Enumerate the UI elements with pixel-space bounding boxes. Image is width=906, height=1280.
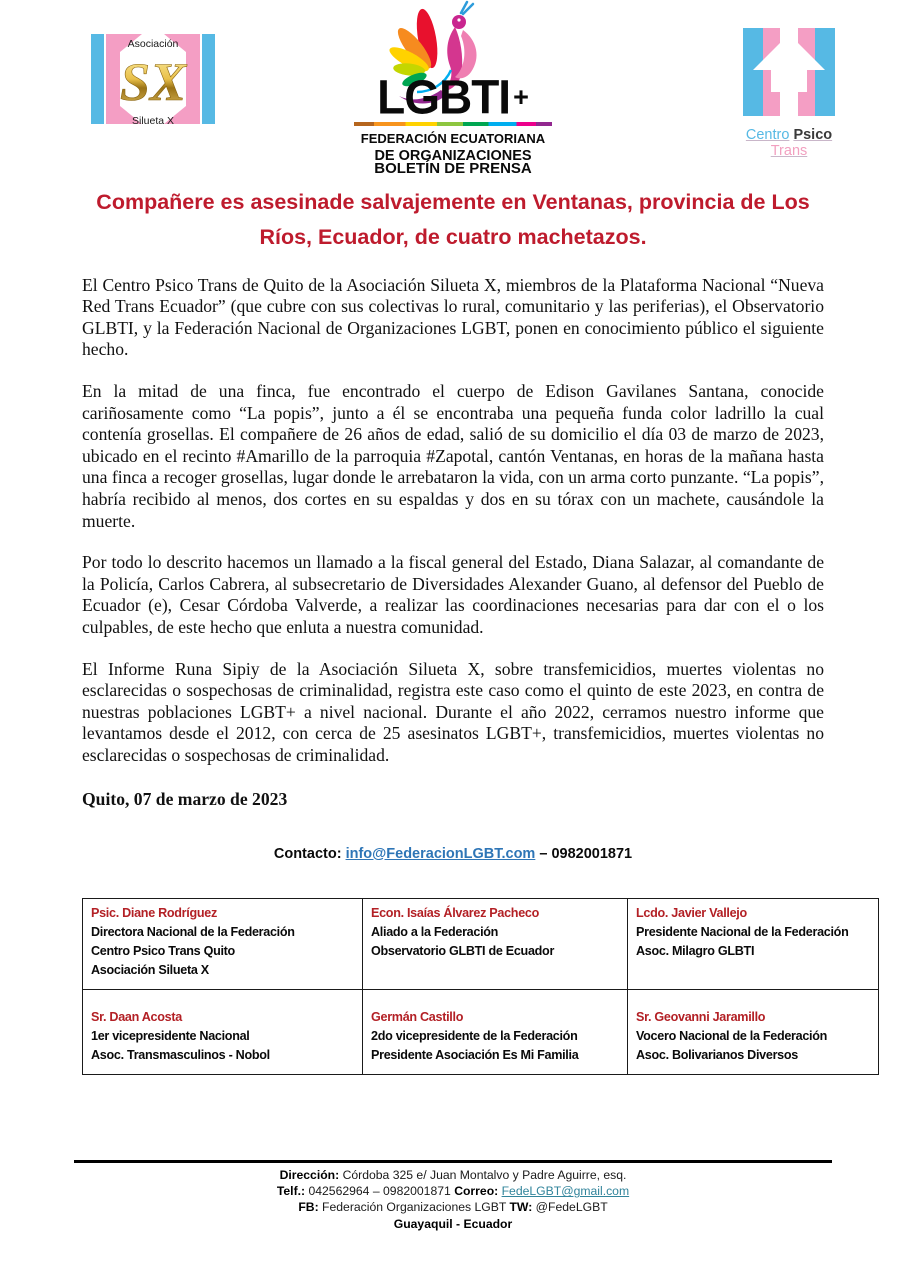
signatories-table <box>82 898 879 1075</box>
centro-psico-trans-logo <box>730 26 848 159</box>
svg-text:SX: SX <box>119 52 187 112</box>
svg-text:Silueta X: Silueta X <box>131 115 175 127</box>
paragraph-intro: El Centro Psico Trans de Quito de la Asociación Silueta X, miembros de la Plataforma Nacional “Nueva Red Trans Ecuador” (que cubre con sus colectivas lo rural, comunitario y las periferias), el Observatorio GLBTI, y la Federación Nacional de Organizaciones LGBT, ponen en conocimiento público el siguiente hecho. <box>82 274 824 360</box>
signatory-name: Lcdo. Javier Vallejo <box>636 905 747 920</box>
table-row <box>83 898 879 989</box>
cpt-word-trans: Trans <box>770 143 808 159</box>
bulletin-label: BOLETÍN DE PRENSA <box>374 160 532 177</box>
paragraph-hecho: En la mitad de una finca, fue encontrado el cuerpo de Edison Gavilanes Santana, conocide cariñosamente como “La popis”, junto a él se encontraba una pequeña funda color ladrillo la cual contenía grosellas. El compañere de 26 años de edad, salió de su domicilio el día 03 de marzo de 2023, ubicado en el recinto #Amarillo de la parroquia #Zapotal, cantón Ventanas, en horas de la mañana hasta una finca a recoger grosellas, lugar donde le arrebataron la vida, con un arma corto punzante. “La popis”, habría recibido al menos, dos cortes en su espaldas y dos en su tórax con un machete, causándole la muerte. <box>82 381 824 531</box>
headline: Compañere es asesinade salvajemente en Ventanas, provincia de Los Ríos, Ecuador, de cuatro machetazos. <box>96 190 810 249</box>
signatory-role: Asoc. Bolivarianos Diversos <box>636 1047 798 1062</box>
footer-contact-line <box>74 1183 832 1199</box>
footer-address-line <box>74 1167 832 1183</box>
body-column <box>82 274 849 1075</box>
signatory-cell <box>628 898 879 989</box>
signatory-cell <box>83 898 363 989</box>
signatory-name: Germán Castillo <box>371 1009 464 1024</box>
plus-sign: + <box>513 81 529 112</box>
federacion-lgbti-logo <box>328 0 578 164</box>
signatory-cell <box>363 898 628 989</box>
footer <box>74 1160 832 1232</box>
footer-tel-label: Telf.: <box>276 1184 309 1199</box>
footer-email-link[interactable]: FedeLGBT@gmail.com <box>501 1184 630 1199</box>
footer-city: Guayaquil - Ecuador <box>393 1216 513 1231</box>
federacion-acronym-row <box>377 70 529 124</box>
signatory-role: 2do vicepresidente de la Federación <box>371 1028 578 1043</box>
footer-fb: Federación Organizaciones LGBT <box>322 1200 510 1215</box>
federacion-line2: DE ORGANIZACIONES <box>374 148 532 164</box>
footer-social-line <box>74 1199 832 1215</box>
silueta-x-logo <box>88 24 218 139</box>
signatory-role: Asociación Silueta X <box>91 962 209 977</box>
footer-tel: 042562964 – 0982001871 <box>308 1184 455 1199</box>
centro-psico-trans-wordmark <box>730 127 848 159</box>
signatory-name: Psic. Diane Rodríguez <box>91 905 217 920</box>
cpt-word-centro: Centro <box>745 127 790 143</box>
silueta-x-logo-graphic <box>88 24 218 134</box>
signatory-cell <box>363 989 628 1074</box>
signatory-role: Presidente Asociación Es Mi Familia <box>371 1047 579 1062</box>
signatory-role: Aliado a la Federación <box>371 924 499 939</box>
contact-line <box>82 846 824 862</box>
table-row <box>83 989 879 1074</box>
signatory-name: Sr. Geovanni Jaramillo <box>636 1009 766 1024</box>
signatory-name: Sr. Daan Acosta <box>91 1009 182 1024</box>
contact-phone: – 0982001871 <box>535 845 633 862</box>
footer-address-label: Dirección: <box>279 1168 343 1182</box>
cpt-word-psico: Psico <box>793 127 833 143</box>
signatory-role: Directora Nacional de la Federación <box>91 924 295 939</box>
signatory-role: Centro Psico Trans Quito <box>91 943 235 958</box>
signatory-role: Presidente Nacional de la Federación <box>636 924 849 939</box>
signatory-role: Observatorio GLBTI de Ecuador <box>371 943 555 958</box>
signatory-name: Econ. Isaías Álvarez Pacheco <box>371 905 540 920</box>
lgbti-wordmark: LGBTI <box>377 69 511 125</box>
signatory-role: Vocero Nacional de la Federación <box>636 1028 828 1043</box>
federacion-line1: FEDERACIÓN ECUATORIANA <box>360 131 546 146</box>
signatory-cell <box>628 989 879 1074</box>
date-line: Quito, 07 de marzo de 2023 <box>82 788 288 809</box>
footer-address: Córdoba 325 e/ Juan Montalvo y Padre Aguirre, esq. <box>342 1168 627 1182</box>
footer-tw-label: TW: <box>509 1200 536 1215</box>
signatory-role: Asoc. Milagro GLBTI <box>636 943 755 958</box>
signatory-role: Asoc. Transmasculinos - Nobol <box>91 1047 270 1062</box>
signatory-cell <box>83 989 363 1074</box>
footer-tw: @FedeLGBT <box>535 1200 608 1215</box>
paragraph-llamado: Por todo lo descrito hacemos un llamado a la fiscal general del Estado, Diana Salazar, al comandante de la Policía, Carlos Cabrera, al subsecretario de Diversidades Alexander Guano, al defensor del Pueblo de Ecuador (e), Cesar Córdoba Valverde, a realizar las coordinaciones necesarias para dar con el o los culpables, de este hecho que enluta a nuestra comunidad. <box>82 552 824 637</box>
contact-label: Contacto: <box>273 845 346 862</box>
signatory-role: 1er vicepresidente Nacional <box>91 1028 250 1043</box>
footer-mail-label: Correo: <box>454 1184 502 1199</box>
header <box>0 0 906 164</box>
centro-psico-trans-graphic <box>741 26 837 118</box>
footer-fb-label: FB: <box>298 1200 323 1215</box>
svg-text:Asociación: Asociación <box>127 38 179 50</box>
contact-email-link[interactable]: info@FederacionLGBT.com <box>345 845 536 862</box>
paragraph-informe: El Informe Runa Sipiy de la Asociación Silueta X, sobre transfemicidios, muertes violentas no esclarecidas o sospechosas de criminalidad, registra este caso como el quinto de este 2023, en contra de nuestras poblaciones LGBT+ a nivel nacional. Durante el año 2022, cerramos nuestro informe que levantamos desde el 2012, con cerca de 25 asesinatos LGBT+, transfemicidios, muertes violentas no esclarecidas o sospechosas de criminalidad. <box>82 658 824 765</box>
